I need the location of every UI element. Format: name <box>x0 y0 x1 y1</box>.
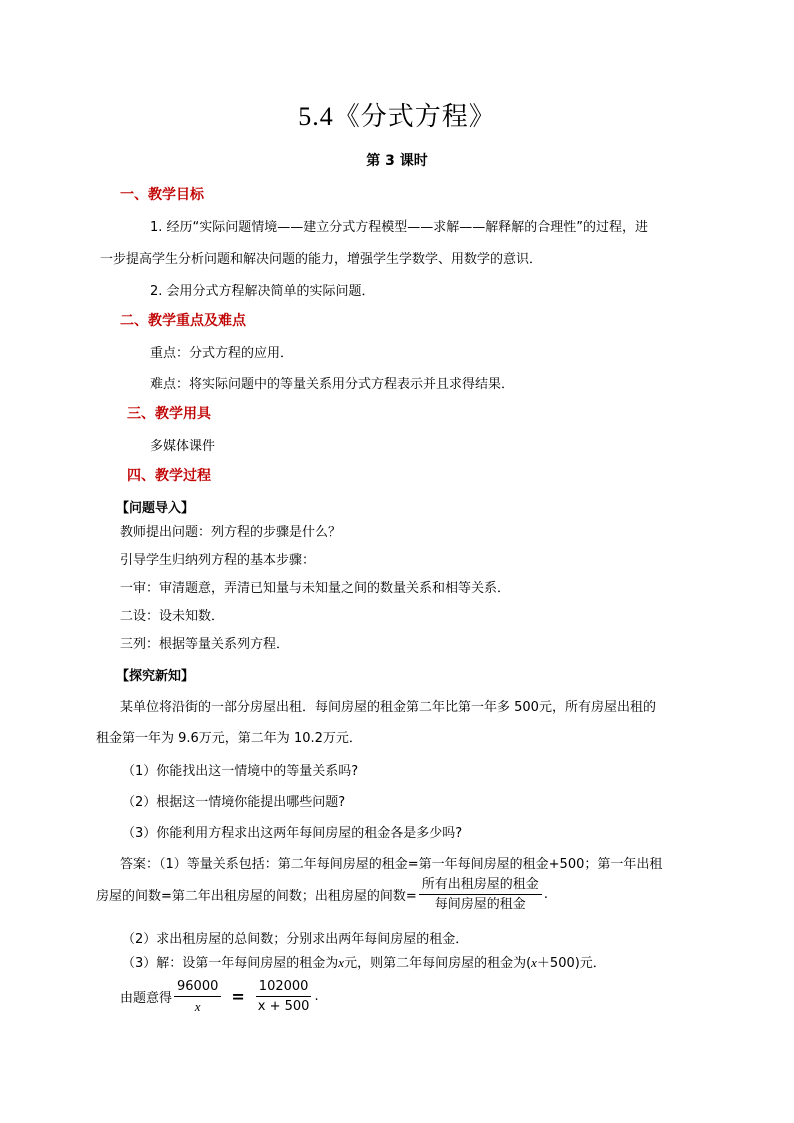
question-3: （3）你能利用方程求出这两年每间房屋的租金各是多少吗? <box>122 826 463 841</box>
left-numerator: 96000 <box>174 978 221 997</box>
answer-3-text-d: ＋500)元． <box>536 956 606 971</box>
tool-item: 多媒体课件 <box>150 439 216 454</box>
right-denominator: x + 500 <box>257 999 310 1014</box>
section-heading-process: 四、教学过程 <box>127 468 211 484</box>
problem-line-1: 某单位将沿街的一部分房屋出租．每间房屋的租金第二年比第一年多 500元，所有房屋出租的 <box>120 700 656 715</box>
intro-line: 二设：设未知数． <box>120 609 225 624</box>
rooms-fraction <box>419 876 542 913</box>
goal-2: 2. 会用分式方程解决简单的实际问题． <box>150 284 375 299</box>
goal-1-line-1: 1. 经历“实际问题情境——建立分式方程模型——求解——解释解的合理性”的过程，进 <box>150 220 649 235</box>
equation <box>120 978 319 1015</box>
right-numerator: 102000 <box>256 978 312 997</box>
variable-x: x <box>338 955 345 970</box>
answer-line-2-end: . <box>543 887 548 902</box>
fraction-numerator: 所有出租房屋的租金 <box>419 876 542 895</box>
answer-2: （2）求出租房屋的总间数；分别求出两年每间房屋的租金． <box>122 932 469 947</box>
left-denominator: x <box>194 999 201 1014</box>
intro-line: 三列：根据等量关系列方程． <box>120 637 290 652</box>
fraction-denominator: 每间房屋的租金 <box>434 897 526 912</box>
answer-line-2-text: 房屋的间数=第二年出租房屋的间数；出租房屋的间数= <box>96 889 417 904</box>
problem-line-2: 租金第一年为 9.6万元，第二年为 10.2万元． <box>96 731 362 746</box>
page-title: 5.4《分式方程》 <box>298 102 496 131</box>
section-heading-key-points: 二、教学重点及难点 <box>120 313 246 329</box>
equals-sign: = <box>231 987 245 1006</box>
question-2: （2）根据这一情境你能提出哪些问题? <box>122 795 346 810</box>
section-heading-tools: 三、教学用具 <box>127 406 211 422</box>
intro-line: 教师提出问题：列方程的步骤是什么？ <box>120 525 342 540</box>
equation-right-fraction <box>255 978 313 1015</box>
difficult-point: 难点：将实际问题中的等量关系用分式方程表示并且求得结果． <box>150 377 515 392</box>
question-1: （1）你能找出这一情境中的等量关系吗? <box>122 764 359 779</box>
answer-3-text-a: （3）解：设第一年每间房屋的租金为 <box>122 956 339 971</box>
equation-prefix: 由题意得 <box>120 991 173 1006</box>
key-point: 重点：分式方程的应用． <box>150 346 294 361</box>
answer-3-text-b: 元，则第二年每间房屋的租金为( <box>344 956 532 971</box>
lesson-subtitle: 第 3 课时 <box>366 153 428 169</box>
equation-left-fraction <box>174 978 221 1015</box>
goal-1-line-2: 一步提高学生分析问题和解决问题的能力，增强学生学数学、用数学的意识． <box>100 252 543 267</box>
answer-line-1: 答案：（1）等量关系包括：第二年每间房屋的租金=第一年每间房屋的租金+500；第一年出租 <box>120 857 663 872</box>
intro-line: 引导学生归纳列方程的基本步骤： <box>120 553 316 568</box>
intro-line: 一审：审清题意，弄清已知量与未知量之间的数量关系和相等关系． <box>120 581 511 596</box>
variable-x: x <box>531 955 537 970</box>
intro-tag: 【问题导入】 <box>116 501 195 516</box>
section-heading-goals: 一、教学目标 <box>120 187 204 203</box>
answer-3 <box>122 952 606 971</box>
equation-end: . <box>314 989 319 1004</box>
explore-tag: 【探究新知】 <box>116 669 195 684</box>
answer-line-2 <box>96 876 548 913</box>
